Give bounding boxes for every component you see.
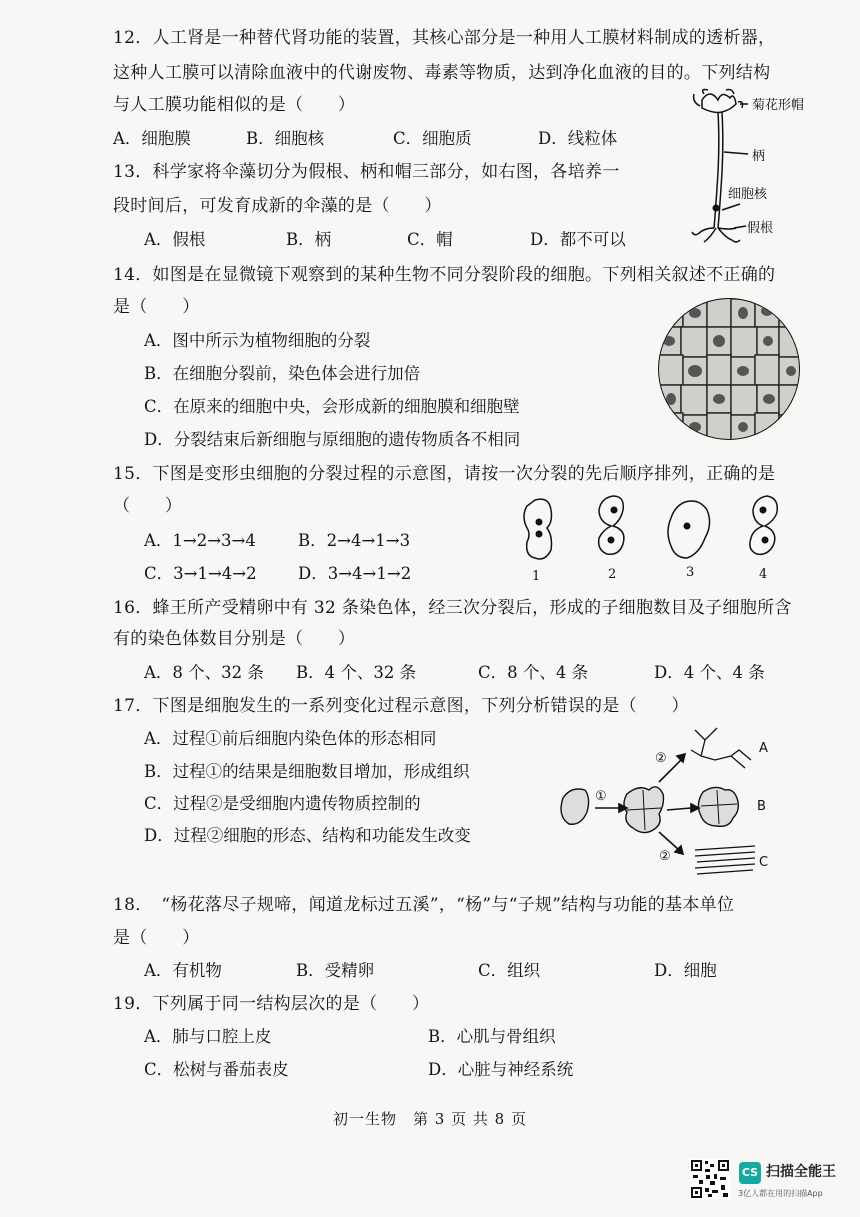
q19-option-b: B．心肌与骨组织 — [428, 1027, 556, 1046]
q12-option-a: A．细胞膜 — [113, 129, 191, 148]
q13-option-a: A．假根 — [144, 230, 206, 249]
label-cap: 菊花形帽 — [752, 98, 805, 113]
label-nucleus: 细胞核 — [728, 187, 768, 202]
q19-stem-line1: 19．下列属于同一结构层次的是（ ） — [113, 994, 430, 1014]
qr-code-icon — [690, 1159, 730, 1199]
q17-option-c: C．过程②是受细胞内遗传物质控制的 — [144, 794, 421, 813]
amoeba-division-figure — [515, 492, 795, 584]
q14-stem-line2: 是（ ） — [113, 297, 200, 317]
q12-stem-line2: 这种人工膜可以清除血液中的代谢废物、毒素等物质，达到净化血液的目的。下列结构 — [113, 63, 771, 83]
q18-option-a: A．有机物 — [144, 961, 222, 980]
q13-stem-line2: 段时间后，可发育成新的伞藻的是（ ） — [113, 196, 442, 216]
page-footer: 初一生物 第 3 页 共 8 页 — [333, 1110, 527, 1128]
q16-option-a: A．8 个、32 条 — [144, 663, 264, 682]
process-1-label: ① — [595, 789, 607, 804]
q14-option-a: A．图中所示为植物细胞的分裂 — [144, 331, 371, 350]
q17-option-d: D．过程②细胞的形态、结构和功能发生改变 — [144, 826, 471, 845]
q14-option-d: D．分裂结束后新细胞与原细胞的遗传物质各不相同 — [144, 430, 521, 449]
microscope-cell-figure — [657, 297, 801, 441]
q17-stem-line1: 17．下图是细胞发生的一系列变化过程示意图，下列分析错误的是（ ） — [113, 696, 689, 716]
process-2-label-bottom: ② — [659, 849, 671, 864]
q12-stem-line1: 12．人工肾是一种替代肾功能的装置，其核心部分是一种用人工膜材料制成的透析器， — [113, 28, 776, 48]
label-rhizoid: 假根 — [747, 221, 774, 236]
label-stalk: 柄 — [752, 149, 766, 164]
q12-option-b: B．细胞核 — [246, 129, 325, 148]
scanner-logo: CS — [739, 1162, 761, 1184]
q15-stem-line2: （ ） — [113, 496, 183, 516]
q15-option-a: A．1→2→3→4 — [144, 531, 256, 550]
q19-option-d: D．心脏与神经系统 — [428, 1060, 574, 1079]
q15-stem-line1: 15．下图是变形虫细胞的分裂过程的示意图，请按一次分裂的先后顺序排列，正确的是 — [113, 464, 776, 484]
q19-option-a: A．肺与口腔上皮 — [144, 1027, 272, 1046]
q12-option-d: D．线粒体 — [538, 129, 618, 148]
q12-option-c: C．细胞质 — [393, 129, 472, 148]
amoeba-label-1: 1 — [532, 569, 541, 584]
q18-option-c: C．组织 — [478, 961, 541, 980]
q14-stem-line1: 14．如图是在显微镜下观察到的某种生物不同分裂阶段的细胞。下列相关叙述不正确的 — [113, 265, 776, 285]
process-2-label-top: ② — [655, 751, 667, 766]
tissue-label-b: B — [757, 799, 766, 814]
amoeba-label-2: 2 — [608, 567, 617, 582]
q17-option-a: A．过程①前后细胞内染色体的形态相同 — [144, 729, 437, 748]
q14-option-c: C．在原来的细胞中央，会形成新的细胞膜和细胞壁 — [144, 397, 520, 416]
q18-option-b: B．受精卵 — [296, 961, 375, 980]
q13-option-c: C．帽 — [407, 230, 453, 249]
q15-option-d: D．3→4→1→2 — [298, 564, 412, 583]
q16-option-b: B．4 个、32 条 — [296, 663, 417, 682]
q18-stem-line1: 18． “杨花落尽子规啼，闻道龙标过五溪”，“杨”与“子规”结构与功能的基本单位 — [113, 895, 735, 915]
q16-option-c: C．8 个、4 条 — [478, 663, 589, 682]
q12-stem-line3: 与人工膜功能相似的是（ ） — [113, 95, 356, 115]
q17-option-b: B．过程①的结果是细胞数目增加，形成组织 — [144, 762, 470, 781]
scanner-app-name: 扫描全能王 — [766, 1164, 836, 1180]
q19-option-c: C．松树与番茄表皮 — [144, 1060, 289, 1079]
q18-option-d: D．细胞 — [654, 961, 717, 980]
q13-option-d: D．都不可以 — [530, 230, 626, 249]
cell-process-figure — [555, 720, 795, 885]
amoeba-label-4: 4 — [759, 567, 768, 582]
q16-option-d: D．4 个、4 条 — [654, 663, 765, 682]
tissue-label-c: C — [759, 855, 769, 870]
q16-stem-line1: 16．蜂王所产受精卵中有 32 条染色体，经三次分裂后，形成的子细胞数目及子细胞所含 — [113, 598, 792, 618]
q18-stem-line2: 是（ ） — [113, 928, 200, 948]
q15-option-b: B．2→4→1→3 — [298, 531, 411, 550]
q13-option-b: B．柄 — [286, 230, 332, 249]
q15-option-c: C．3→1→4→2 — [144, 564, 257, 583]
tissue-label-a: A — [759, 741, 768, 756]
q14-option-b: B．在细胞分裂前，染色体会进行加倍 — [144, 364, 421, 383]
q13-stem-line1: 13．科学家将伞藻切分为假根、柄和帽三部分，如右图，各培养一 — [113, 162, 620, 182]
scanner-tagline: 3亿人都在用的扫描App — [738, 1189, 823, 1198]
q16-stem-line2: 有的染色体数目分别是（ ） — [113, 629, 356, 649]
amoeba-label-3: 3 — [686, 565, 695, 580]
acetabularia-figure — [690, 88, 860, 248]
